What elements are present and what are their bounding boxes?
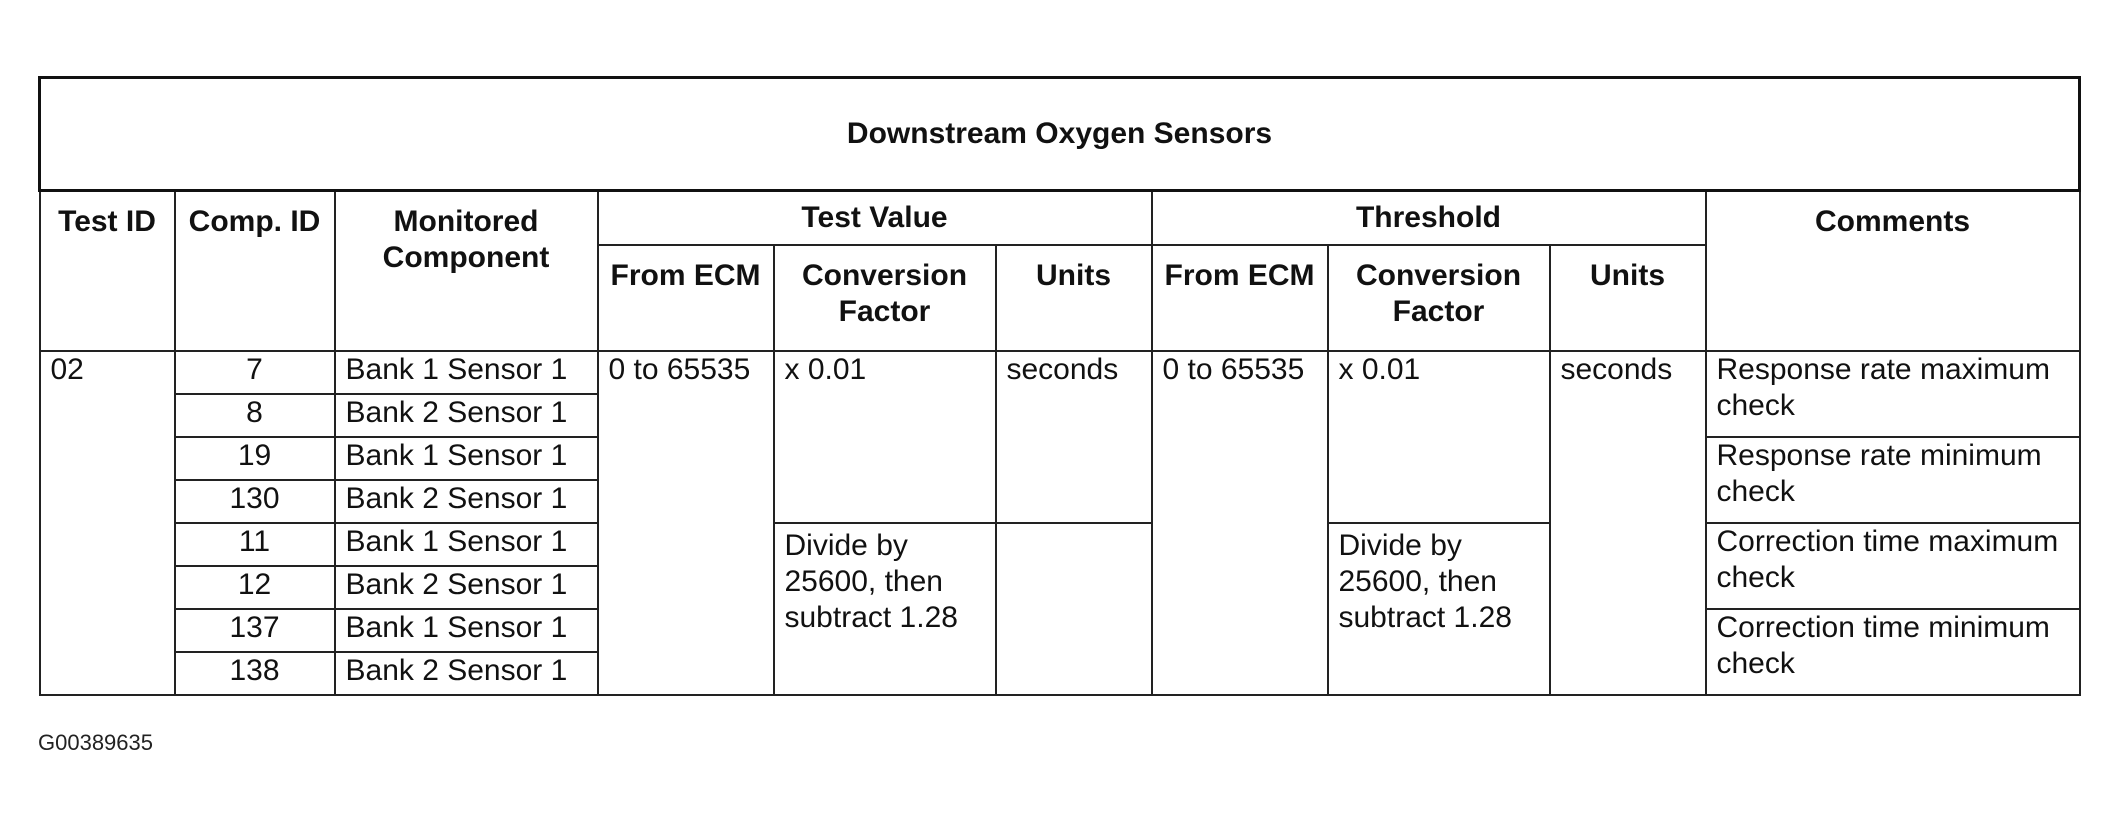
comp-id-cell: 130 [175,480,335,523]
threshold-units-cell: seconds [1550,351,1706,523]
header-threshold-conversion-factor: Conversion Factor [1328,245,1550,351]
comment-cell: Correction time minimum check [1706,609,2080,695]
table-title: Downstream Oxygen Sensors [40,78,2080,191]
test-factor-2-text: Divide by 25600, then subtract 1.28 [784,529,958,634]
threshold-from-ecm-cell: 0 to 65535 [1152,351,1328,695]
component-cell: Bank 2 Sensor 1 [335,394,598,437]
header-comp-id: Comp. ID [175,191,335,352]
header-comments: Comments [1706,191,2080,352]
header-test-conversion-factor: Conversion Factor [774,245,996,351]
comp-id-cell: 11 [175,523,335,566]
component-cell: Bank 1 Sensor 1 [335,437,598,480]
component-cell: Bank 1 Sensor 1 [335,351,598,394]
table-row [40,523,2080,566]
component-cell: Bank 1 Sensor 1 [335,609,598,652]
figure-code: G00389635 [38,730,153,755]
comp-id-cell: 12 [175,566,335,609]
header-threshold-units: Units [1550,245,1706,351]
header-test-id: Test ID [40,191,175,352]
test-units-empty-cell [996,523,1152,695]
test-units-cell: seconds [996,351,1152,523]
table-row [40,351,2080,394]
comp-id-cell: 8 [175,394,335,437]
threshold-units-empty-cell [1550,523,1706,695]
comp-id-cell: 138 [175,652,335,695]
comment-cell: Response rate maximum check [1706,351,2080,437]
header-test-value: Test Value [598,191,1152,246]
header-test-units: Units [996,245,1152,351]
component-cell: Bank 2 Sensor 1 [335,652,598,695]
test-id-cell: 02 [40,351,175,695]
component-cell: Bank 2 Sensor 1 [335,480,598,523]
component-cell: Bank 2 Sensor 1 [335,566,598,609]
comment-cell: Response rate minimum check [1706,437,2080,523]
component-cell: Bank 1 Sensor 1 [335,523,598,566]
comment-cell: Correction time maximum check [1706,523,2080,609]
threshold-factor-1-cell: x 0.01 [1328,351,1550,523]
header-threshold: Threshold [1152,191,1706,246]
threshold-factor-2-cell [1328,523,1550,695]
test-factor-2-cell [774,523,996,695]
comp-id-cell: 19 [175,437,335,480]
oxygen-sensor-table [38,76,2081,696]
threshold-factor-2-text: Divide by 25600, then subtract 1.28 [1338,529,1512,634]
test-factor-1-cell: x 0.01 [774,351,996,523]
header-test-from-ecm: From ECM [598,245,774,351]
test-from-ecm-cell: 0 to 65535 [598,351,774,695]
header-threshold-from-ecm: From ECM [1152,245,1328,351]
header-monitored-component: Monitored Component [335,191,598,352]
comp-id-cell: 137 [175,609,335,652]
comp-id-cell: 7 [175,351,335,394]
